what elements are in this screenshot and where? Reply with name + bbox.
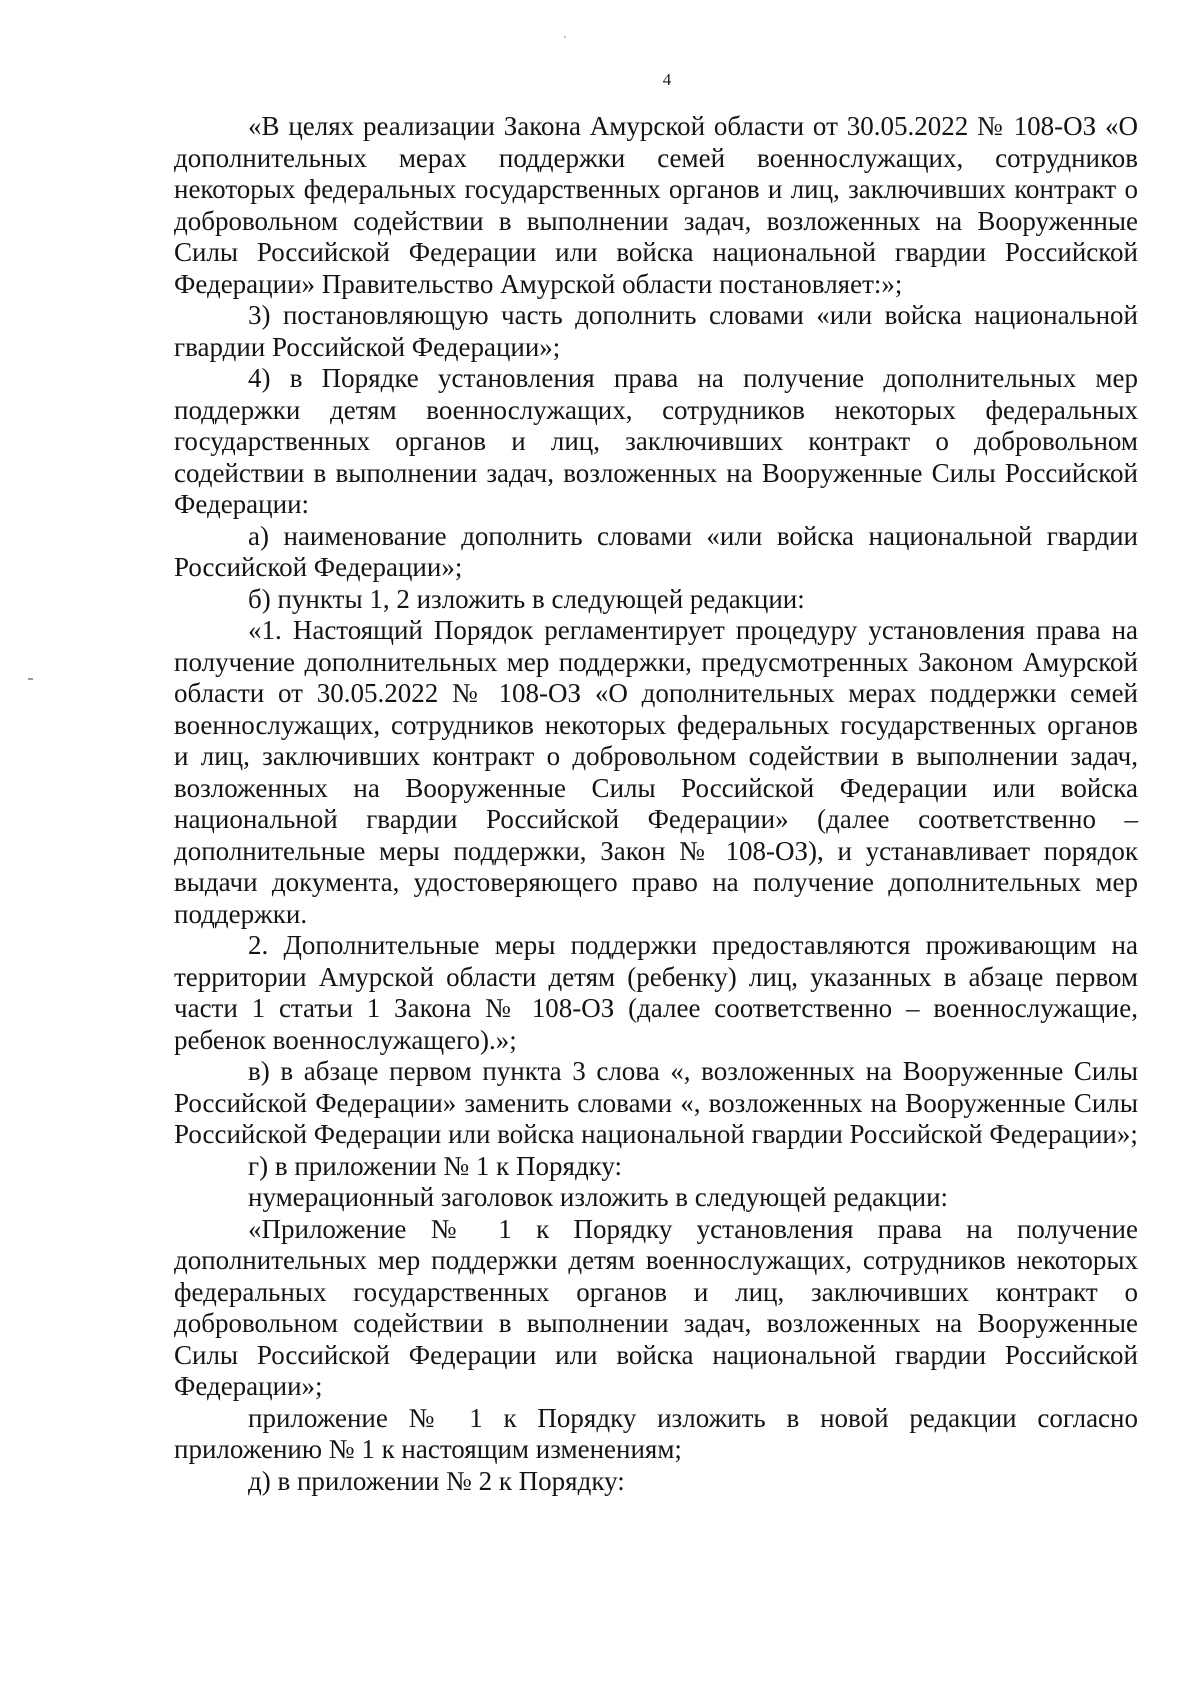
paragraph-point-2: 2. Дополнительные меры поддержки предоставляются проживающим на территории Амурской области детям (ребенку) лиц, указанных в абзаце первом части 1 статьи 1 Закона № 108-ОЗ (далее соответственно – военнослужащие, ребенок военнослужащего).»; <box>174 930 1138 1055</box>
paragraph-item-4: 4) в Порядке установления права на получение дополнительных мер поддержки детям военнослужащих, сотрудников некоторых федеральных государственных органов и лиц, заключивших контракт о добровольном содействии в выполнении задач, возложенных на Вооруженные Силы Российской Федерации: <box>174 363 1138 519</box>
paragraph-item-3: 3) постановляющую часть дополнить словами «или войска национальной гвардии Российской Федерации»; <box>174 300 1138 362</box>
paragraph-subitem-v: в) в абзаце первом пункта 3 слова «, возложенных на Вооруженные Силы Российской Федерации» заменить словами «, возложенных на Вооруженные Силы Российской Федерации или войска национальной гвардии Российской Федерации»; <box>174 1056 1138 1149</box>
paragraph-appendix-heading: «Приложение № 1 к Порядку установления права на получение дополнительных мер поддержки детям военнослужащих, сотрудников некоторых федеральных государственных органов и лиц, заключивших контракт о добровольном содействии в выполнении задач, возложенных на Вооруженные Силы Российской Федерации или войска национальной гвардии Российской Федерации»; <box>174 1213 1138 1401</box>
document-body <box>174 111 1138 1497</box>
paragraph-point-1: «1. Настоящий Порядок регламентирует процедуру установления права на получение дополнительных мер поддержки, предусмотренных Законом Амурской области от 30.05.2022 № 108-ОЗ «О дополнительных мерах поддержки семей военнослужащих, сотрудников некоторых федеральных государственных органов и лиц, заключивших контракт о добровольном содействии в выполнении задач, возложенных на Вооруженные Силы Российской Федерации или войска национальной гвардии Российской Федерации» (далее соответственно – дополнительные меры поддержки, Закон № 108-ОЗ), и устанавливает порядок выдачи документа, удостоверяющего право на получение дополнительных мер поддержки. <box>174 615 1138 929</box>
page-number <box>0 70 1200 90</box>
paragraph-heading-instruction: нумерационный заголовок изложить в следующей редакции: <box>248 1182 949 1212</box>
scan-speck <box>564 36 566 38</box>
page-number-text: 4 <box>662 70 672 89</box>
paragraph-subitem-d: д) в приложении № 2 к Порядку: <box>248 1465 625 1496</box>
paragraph-preamble-quote: «В целях реализации Закона Амурской области от 30.05.2022 № 108-ОЗ «О дополнительных мерах поддержки семей военнослужащих, сотрудников некоторых федеральных государственных органов и лиц, заключивших контракт о добровольном содействии в выполнении задач, возложенных на Вооруженные Силы Российской Федерации или войска национальной гвардии Российской Федерации» Правительство Амурской области постановляет:»; <box>174 111 1138 299</box>
paragraph-subitem-g: г) в приложении № 1 к Порядку: <box>248 1150 623 1181</box>
paragraph-subitem-a: а) наименование дополнить словами «или войска национальной гвардии Российской Федерации»; <box>174 520 1138 582</box>
paragraph-appendix-new-edition: приложение № 1 к Порядку изложить в новой редакции согласно приложению № 1 к настоящим изменениям; <box>174 1402 1138 1464</box>
paragraph-subitem-b: б) пункты 1, 2 изложить в следующей редакции: <box>248 583 805 614</box>
scan-speck <box>28 678 33 680</box>
